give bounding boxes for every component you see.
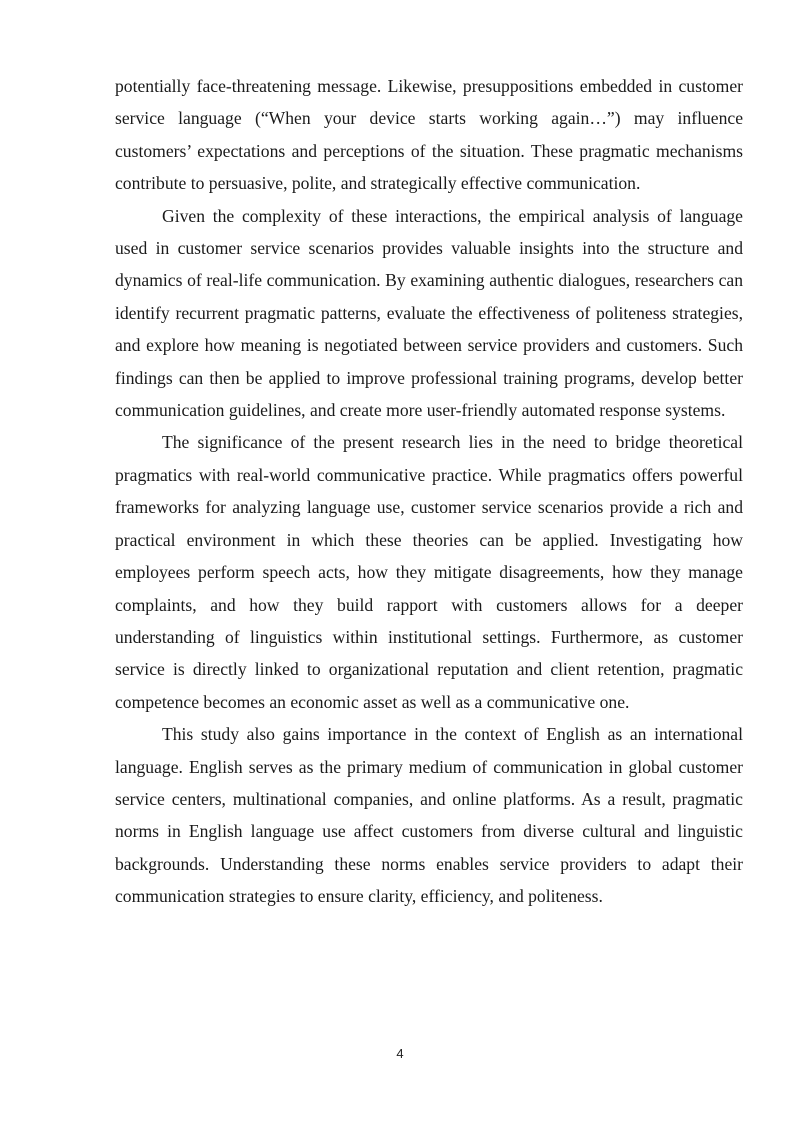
paragraph-empirical-analysis: Given the complexity of these interactions, the empirical analysis of language used in customer service scenarios provides valuable insights into the structure and dynamics of real-life communication. By examining authentic dialogues, researchers can identify recurrent pragmatic patterns, evaluate the effectiveness of politeness strategies, and explore how meaning is negotiated between service providers and customers. Such findings can then be applied to improve professional training programs, develop better communication guidelines, and create more user-friendly automated response systems. (115, 205, 743, 421)
paragraph-significance: The significance of the present research lies in the need to bridge theoretical pragmatics with real-world communicative practice. While pragmatics offers powerful frameworks for analyzing language use, customer service scenarios provide a rich and practical environment in which these theories can be applied. Investigating how employees perform speech acts, how they mitigate disagreements, how they manage complaints, and how they build rapport with customers allows for a deeper understanding of linguistics within institutional settings. Furthermore, as customer service is directly linked to organizational reputation and client retention, pragmatic competence becomes an economic asset as well as a communicative one. (115, 432, 743, 712)
paragraph-english-international: This study also gains importance in the context of English as an international language. English serves as the primary medium of communication in global customer service centers, multinational companies, and online platforms. As a result, pragmatic norms in English language use affect customers from diverse cultural and linguistic backgrounds. Understanding these norms enables service providers to adapt their communication strategies to ensure clarity, efficiency, and politeness. (115, 724, 743, 907)
paragraph-continued: potentially face-threatening message. Likewise, presuppositions embedded in customer service language (“When your device starts working again…”) may influence customers’ expectations and perceptions of the situation. These pragmatic mechanisms contribute to persuasive, polite, and strategically effective communication. (115, 76, 743, 194)
body-text (115, 70, 743, 913)
page-number: 4 (396, 1046, 404, 1061)
